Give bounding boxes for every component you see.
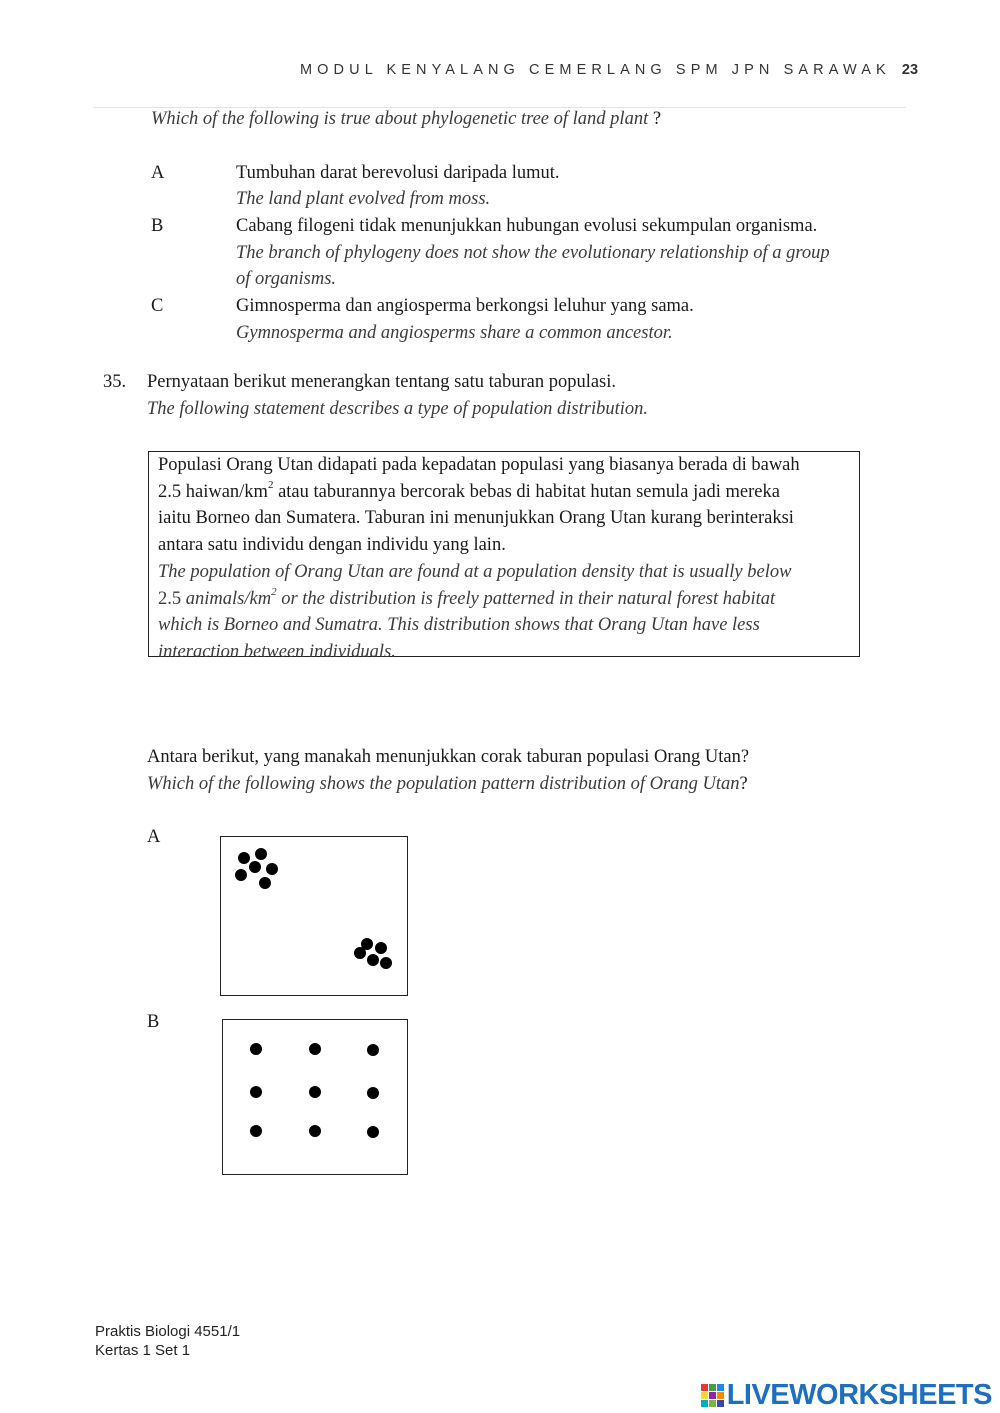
statement-ms-line2-b: atau taburannya bercorak bebas di habitat hutan semula jadi mereka [273, 482, 780, 502]
q34-option-a-en: The land plant evolved from moss. [236, 189, 491, 209]
q35-intro-en: The following statement describes a type of population distribution. [147, 399, 649, 419]
q35-option-b-letter[interactable]: B [147, 1012, 160, 1032]
statement-en-line2 [158, 586, 775, 613]
individual-dot [255, 848, 267, 860]
q35-question-en [147, 771, 748, 798]
q34-option-c-ms: Gimnosperma dan angiosperma berkongsi leluhur yang sama. [236, 296, 694, 316]
q34-option-a-letter[interactable]: A [151, 163, 165, 183]
header-title: MODUL KENYALANG CEMERLANG SPM JPN SARAWAK [300, 62, 891, 78]
q34-option-b-en-line2: of organisms. [236, 269, 337, 289]
individual-dot [367, 954, 379, 966]
statement-ms-line2-sup: 2 [267, 478, 274, 491]
statement-ms-line4: antara satu individu dengan individu yang lain. [158, 535, 506, 555]
statement-en-line2-sup: 2 [271, 585, 277, 598]
footer-line2: Kertas 1 Set 1 [95, 1342, 191, 1359]
individual-dot [309, 1086, 321, 1098]
q35-option-a-letter[interactable]: A [147, 827, 161, 847]
individual-dot [367, 1126, 379, 1138]
individual-dot [250, 1043, 262, 1055]
statement-en-line1: The population of Orang Utan are found at a population density that is usually below [158, 562, 792, 582]
individual-dot [259, 877, 271, 889]
q34-option-c-letter[interactable]: C [151, 296, 164, 316]
individual-dot [266, 863, 278, 875]
individual-dot [309, 1125, 321, 1137]
liveworksheets-logo[interactable] [701, 1379, 992, 1412]
q34-stem [151, 106, 661, 133]
statement-ms-line3: iaitu Borneo dan Sumatera. Taburan ini menunjukkan Orang Utan kurang berinteraksi [158, 508, 794, 528]
individual-dot [375, 942, 387, 954]
statement-en-line4: interaction between individuals. [158, 642, 396, 662]
q34-stem-text: Which of the following is true about phylogenetic tree of land plant [151, 109, 649, 129]
page-number: 23 [901, 62, 919, 78]
q34-option-a-ms: Tumbuhan darat berevolusi daripada lumut. [236, 163, 560, 183]
statement-en-line2-a: 2.5 [158, 589, 186, 609]
individual-dot [250, 1125, 262, 1137]
individual-dot [309, 1043, 321, 1055]
statement-en-line2-c: or the distribution is freely patterned in their natural forest habitat [276, 589, 776, 609]
individual-dot [249, 861, 261, 873]
statement-box [148, 451, 860, 662]
q34-option-b-en-line1: The branch of phylogeny does not show the evolutionary relationship of a group [236, 243, 830, 263]
option-a-diagram[interactable] [220, 836, 408, 996]
option-b-diagram[interactable] [222, 1019, 408, 1175]
statement-en-line3: which is Borneo and Sumatra. This distribution shows that Orang Utan have less [158, 615, 760, 635]
q34-option-b-ms: Cabang filogeni tidak menunjukkan hubungan evolusi sekumpulan organisma. [236, 216, 818, 236]
individual-dot [250, 1086, 262, 1098]
footer-line1: Praktis Biologi 4551/1 [95, 1323, 241, 1340]
individual-dot [238, 852, 250, 864]
q35-question-ms: Antara berikut, yang manakah menunjukkan corak taburan populasi Orang Utan? [147, 747, 750, 767]
q34-option-b-letter[interactable]: B [151, 216, 164, 236]
logo-text: LIVEWORKSHEETS [726, 1379, 992, 1411]
q35-intro-ms: Pernyataan berikut menerangkan tentang satu taburan populasi. [147, 372, 617, 392]
q35-question-en-text: Which of the following shows the population pattern distribution of Orang Utan [147, 774, 740, 794]
q34-stem-mark: ? [648, 109, 662, 129]
individual-dot [235, 869, 247, 881]
q34-option-c-en: Gymnosperma and angiosperms share a common ancestor. [236, 323, 673, 343]
statement-ms-line2 [158, 479, 780, 506]
individual-dot [367, 1087, 379, 1099]
q35-number: 35. [103, 372, 127, 392]
q35-question-en-mark: ? [739, 774, 748, 794]
statement-ms-line1: Populasi Orang Utan didapati pada kepadatan populasi yang biasanya berada di bawah [158, 455, 800, 475]
statement-en-line2-b: animals/km [185, 589, 272, 609]
individual-dot [367, 1044, 379, 1056]
individual-dot [380, 957, 392, 969]
logo-mark-icon [701, 1384, 724, 1407]
running-header [300, 62, 918, 78]
individual-dot [354, 947, 366, 959]
statement-ms-line2-a: 2.5 haiwan/km [158, 482, 268, 502]
